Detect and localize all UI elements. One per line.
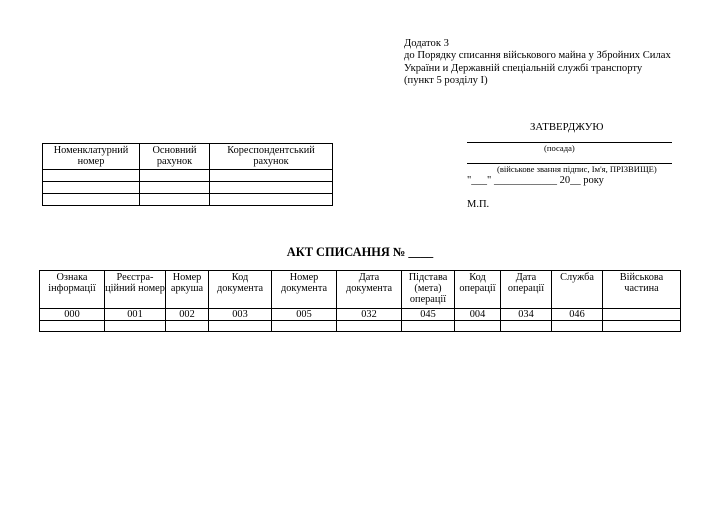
table-cell[interactable] (140, 182, 210, 194)
header-service: Служба (552, 271, 603, 309)
codes-row (40, 309, 681, 321)
table-row (43, 170, 333, 182)
header-operation-basis: Підстава (мета) операції (402, 271, 455, 309)
table-cell[interactable] (552, 321, 603, 332)
code-cell: 004 (455, 309, 501, 321)
accounts-header-row (43, 144, 333, 170)
appendix-line: України и Державній спеціальній службі транспорту (404, 62, 643, 74)
signature-caption: (військове звання підпис, Ім'я, ПРІЗВИЩЕ) (497, 164, 657, 174)
appendix-line: (пункт 5 розділу I) (404, 75, 488, 87)
table-row (43, 194, 333, 206)
code-cell: 005 (272, 309, 337, 321)
code-cell: 000 (40, 309, 105, 321)
header-operation-code: Код операції (455, 271, 501, 309)
table-cell[interactable] (140, 194, 210, 206)
table-cell[interactable] (105, 321, 166, 332)
code-cell: 045 (402, 309, 455, 321)
table-cell[interactable] (501, 321, 552, 332)
table-cell[interactable] (210, 182, 333, 194)
table-cell[interactable] (402, 321, 455, 332)
table-cell[interactable] (43, 194, 140, 206)
table-cell[interactable] (210, 170, 333, 182)
accounts-table (42, 143, 333, 206)
code-cell: 001 (105, 309, 166, 321)
table-cell[interactable] (337, 321, 402, 332)
table-cell[interactable] (140, 170, 210, 182)
table-cell[interactable] (209, 321, 272, 332)
header-document-number: Номер документа (272, 271, 337, 309)
stamp-place: М.П. (467, 199, 490, 210)
appendix-line: Додаток 3 (404, 38, 449, 49)
code-cell (603, 309, 681, 321)
table-cell[interactable] (43, 182, 140, 194)
table-cell[interactable] (603, 321, 681, 332)
table-cell[interactable] (166, 321, 209, 332)
act-title: АКТ СПИСАННЯ № ____ (286, 245, 434, 259)
header-military-unit: Військова частина (603, 271, 681, 309)
code-cell: 034 (501, 309, 552, 321)
header-correspondent-account: Кореспондентський рахунок (210, 144, 333, 170)
table-row (40, 321, 681, 332)
table-cell[interactable] (40, 321, 105, 332)
table-cell[interactable] (210, 194, 333, 206)
table-cell[interactable] (272, 321, 337, 332)
header-document-code: Код документа (209, 271, 272, 309)
header-info-sign: Ознака інформації (40, 271, 105, 309)
header-operation-date: Дата операції (501, 271, 552, 309)
code-cell: 003 (209, 309, 272, 321)
main-header-row (40, 271, 681, 309)
table-row (43, 182, 333, 194)
table-cell[interactable] (43, 170, 140, 182)
header-sheet-number: Номер аркуша (166, 271, 209, 309)
header-main-account: Основний рахунок (140, 144, 210, 170)
approval-title: ЗАТВЕРДЖУЮ (530, 121, 604, 133)
write-off-table (39, 270, 681, 332)
appendix-note (404, 38, 671, 88)
header-document-date: Дата документа (337, 271, 402, 309)
code-cell: 002 (166, 309, 209, 321)
code-cell: 032 (337, 309, 402, 321)
header-registration-number: Реєстра-ційний номер (105, 271, 166, 309)
code-cell: 046 (552, 309, 603, 321)
table-cell[interactable] (455, 321, 501, 332)
approval-date: "___" ____________ 20__ року (467, 175, 604, 186)
header-nomenclature-number: Номенклатурний номер (43, 144, 140, 170)
appendix-line: до Порядку списання військового майна у Збройних Силах (404, 50, 671, 62)
position-caption: (посада) (544, 143, 575, 153)
